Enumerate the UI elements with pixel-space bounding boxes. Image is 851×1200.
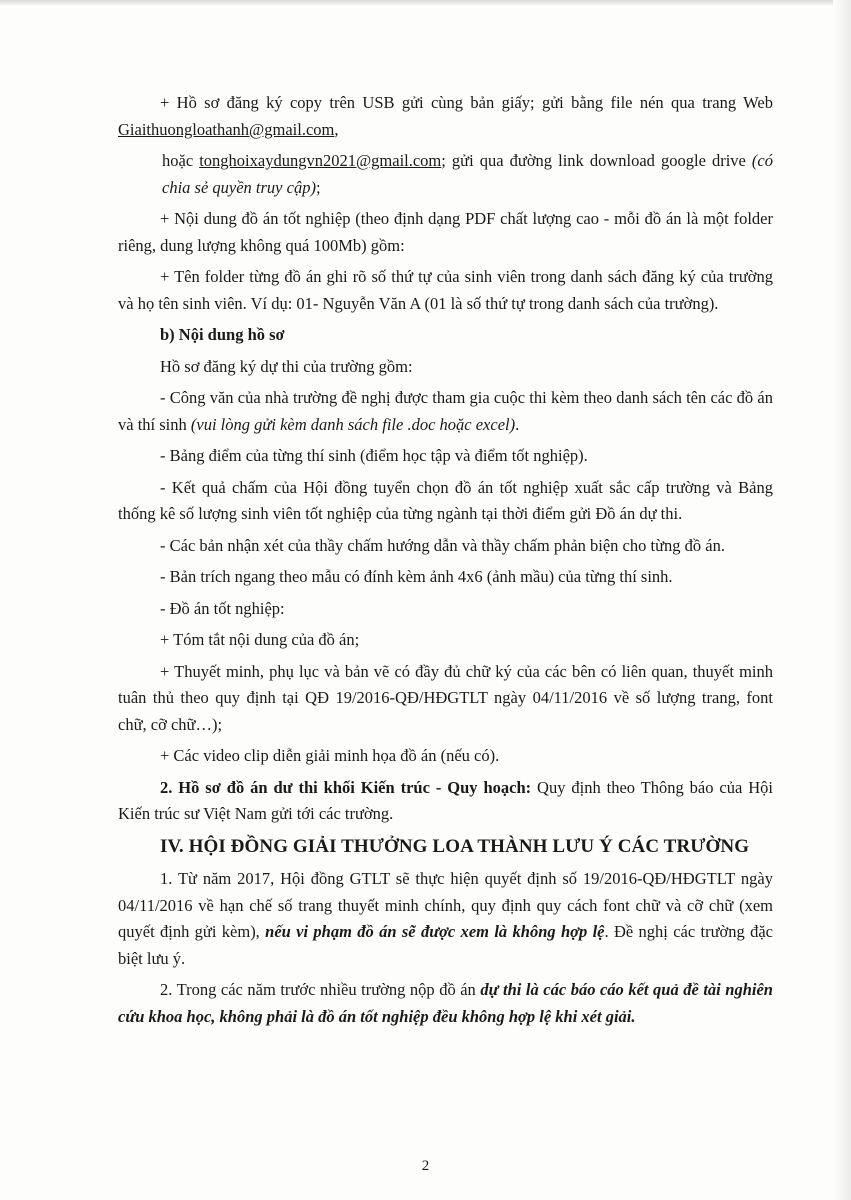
paragraph-usb: + Hồ sơ đăng ký copy trên USB gửi cùng bản giấy; gửi bằng file nén qua trang Web Giaithuongloathanh@gmail.com, [118,93,773,139]
section-b-heading: b) Nội dung hồ sơ [160,325,285,344]
paragraph-reviews: - Các bản nhận xét của thầy chấm hướng dẫn và thầy chấm phản biện cho từng đồ án. [160,535,725,555]
paragraph-profile: - Bản trích ngang theo mẫu có đính kèm ảnh 4x6 (ảnh mầu) của từng thí sinh. [160,567,673,586]
email-link-loathanh[interactable]: Giaithuongloathanh@gmail.com [118,119,335,139]
page-number: 2 [421,1158,430,1174]
paragraph-email-alt: hoặc tonghoixaydungvn2021@gmail.com; gửi qua đường link download google drive (có chia sẻ quyền truy cập); [162,151,773,197]
scan-edge-top [0,0,851,6]
paragraph-registration: Hồ sơ đăng ký dự thi của trường gồm: [160,356,413,376]
scan-edge-right [833,0,851,1200]
paragraph-transcript: - Bảng điểm của từng thí sinh (điểm học tập và điểm tốt nghiệp). [160,446,588,465]
document-body [118,90,773,1035]
paragraph-results: - Kết quả chấm của Hội đồng tuyển chọn đồ án tốt nghiệp xuất sắc cấp trường và Bảng thống kê số lượng sinh viên tốt nghiệp của từng ngành tại thời điểm gửi Đồ án dự thi. [118,477,773,523]
email-link-tonghoi[interactable]: tonghoixaydungvn2021@gmail.com [199,151,442,170]
paragraph-explanation: + Thuyết minh, phụ lục và bản vẽ có đầy đủ chữ ký của các bên có liên quan, thuyết minh tuân thủ theo quy định tại QĐ 19/2016-QĐ/HĐGTLT ngày 04/11/2016 về số lượng trang, font chữ, cỡ chữ…); [118,661,773,734]
paragraph-official-letter: - Công văn của nhà trường đề nghị được tham gia cuộc thi kèm theo danh sách tên các đồ án và thí sinh (vui lòng gửi kèm danh sách file .doc hoặc excel). [118,388,773,434]
paragraph-note-1: 1. Từ năm 2017, Hội đồng GTLT sẽ thực hiện quyết định số 19/2016-QĐ/HĐGTLT ngày 04/11/2016 về hạn chế số trang thuyết minh chính, quy định quy cách font chữ và cỡ chữ (xem quyết định gửi kèm), nếu vi phạm đồ án sẽ được xem là không hợp lệ. Đề nghị các trường đặc biệt lưu ý. [118,869,773,968]
paragraph-thesis: - Đồ án tốt nghiệp: [160,598,285,618]
paragraph-folder-name: + Tên folder từng đồ án ghi rõ số thứ tự của sinh viên trong danh sách đăng ký của trường và họ tên sinh viên. Ví dụ: 01- Nguyễn Văn A (01 là số thứ tự trong danh sách của trường). [118,267,773,313]
paragraph-content-pdf: + Nội dung đồ án tốt nghiệp (theo định dạng PDF chất lượng cao - mỗi đồ án là một folder riêng, dung lượng không quá 100Mb) gồm: [118,209,773,255]
section-iv-heading: IV. HỘI ĐỒNG GIẢI THƯỞNG LOA THÀNH LƯU Ý CÁC TRƯỜNG [160,835,750,857]
paragraph-video: + Các video clip diễn giải minh họa đồ án (nếu có). [160,746,500,765]
paragraph-note-2: 2. Trong các năm trước nhiều trường nộp đồ án dự thi là các báo cáo kết quả đề tài nghiên cứu khoa học, không phải là đồ án tốt nghiệp đều không hợp lệ khi xét giải. [118,980,773,1026]
paragraph-architecture: 2. Hồ sơ đồ án dư thi khối Kiến trúc - Quy hoạch: Quy định theo Thông báo của Hội Kiến trúc sư Việt Nam gửi tới các trường. [118,777,773,823]
paragraph-summary: + Tóm tắt nội dung của đồ án; [160,630,360,649]
